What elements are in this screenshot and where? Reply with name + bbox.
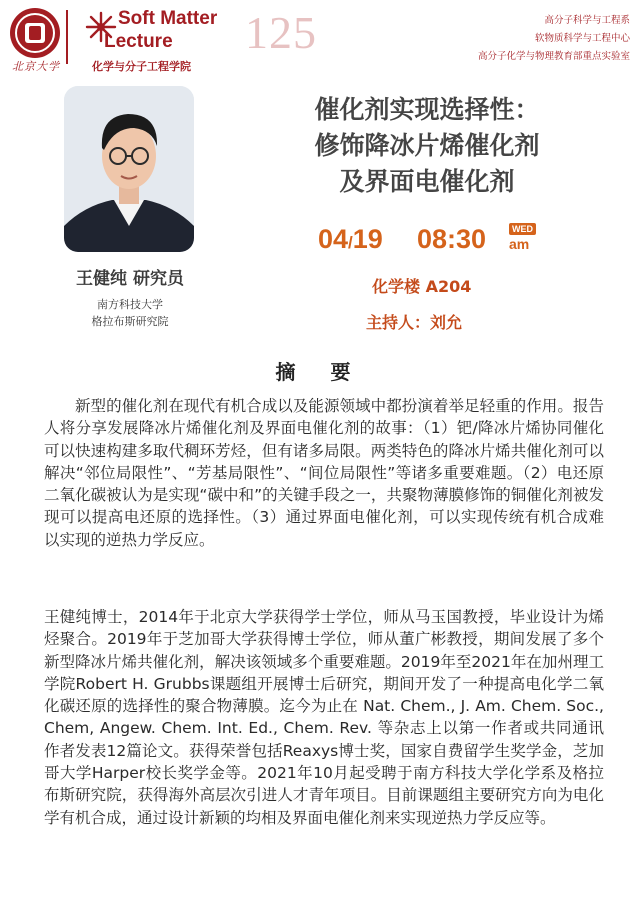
- abstract-heading: 摘 要: [275, 360, 365, 384]
- organizer-item: 高分子化学与物理教育部重点实验室: [477, 51, 630, 62]
- header-divider: [66, 10, 68, 64]
- college-name: 化学与分子工程学院: [92, 60, 191, 73]
- weekday-badge: WED: [509, 223, 536, 235]
- university-name: 北京大学: [12, 60, 60, 73]
- talk-title-line: 修饰降冰片烯催化剂: [314, 131, 540, 160]
- speaker-photo: [64, 86, 194, 252]
- series-title-line1: Soft Matter: [118, 8, 218, 29]
- ampm-label: am: [509, 236, 530, 252]
- talk-date: [318, 224, 383, 255]
- talk-time: 08:30: [417, 224, 487, 254]
- lecture-number: 125: [245, 7, 317, 58]
- talk-title: [262, 92, 592, 200]
- university-seal-icon: [10, 8, 60, 58]
- venue: 化学楼 A204: [372, 277, 472, 296]
- organizer-item: 软物质科学与工程中心: [534, 33, 630, 44]
- date-day: 19: [352, 224, 383, 254]
- speaker-affiliation-line: 格拉布斯研究院: [91, 315, 169, 328]
- speaker-name: 王健纯 研究员: [76, 269, 184, 289]
- date-month: 04: [318, 224, 349, 254]
- series-title-line2: Lecture: [104, 31, 173, 52]
- organizers-list: [478, 12, 630, 66]
- speaker-affiliation: [40, 296, 220, 330]
- abstract-paragraph: 新型的催化剂在现代有机合成以及能源领域中都扮演着举足轻重的作用。报告人将分享发展降冰片烯催化剂及界面电催化剂的故事：（1）钯/降冰片烯协同催化可以快速构建多取代稠环芳烃，但有诸多局限。两类特色的降冰片烯共催化剂可以解决“邻位局限性”、“芳基局限性”、“间位局限性”等诸多重要难题。（2）电还原二氧化碳被认为是实现“碳中和”的关键手段之一，共聚物薄膜修饰的铜催化剂被发现可以提高电还原的选择性。（3）通过界面电催化剂，可以实现传统有机合成难以实现的逆热力学反应。: [44, 397, 604, 549]
- date-slash: /: [348, 233, 353, 252]
- speaker-affiliation-line: 南方科技大学: [97, 298, 163, 311]
- host: 主持人：刘允: [366, 313, 463, 332]
- organizer-item: 高分子科学与工程系: [544, 15, 630, 26]
- talk-title-line: 及界面电催化剂: [339, 167, 515, 196]
- talk-title-line: 催化剂实现选择性：: [314, 95, 540, 124]
- speaker-bio-paragraph: 王健纯博士，2014年于北京大学获得学士学位，师从马玉国教授，毕业设计为烯烃聚合。2019年于芝加哥大学获得博士学位，师从董广彬教授，期间发展了多个新型降冰片烯共催化剂，解决该领域多个重要难题。2019年至2021年在加州理工学院Robert H. Grubbs课题组开展博士后研究，期间开发了一种提高电化学二氧化碳还原的选择性的聚合物薄膜。迄今为止在 Nat. Chem., J. Am. Chem. Soc., Chem, Angew. Chem. Int. Ed., Chem. Rev. 等杂志上以第一作者或共同通讯作者发表12篇论文。获得荣誉包括Reaxys博士奖，国家自费留学生奖学金，芝加哥大学Harper校长奖学金等。2021年10月起受聘于南方科技大学化学系及格拉布斯研究院，获得海外高层次引进人才青年项目。目前课题组主要研究方向为电化学有机合成，通过设计新颖的均相及界面电催化剂来实现逆热力学反应等。: [44, 608, 604, 827]
